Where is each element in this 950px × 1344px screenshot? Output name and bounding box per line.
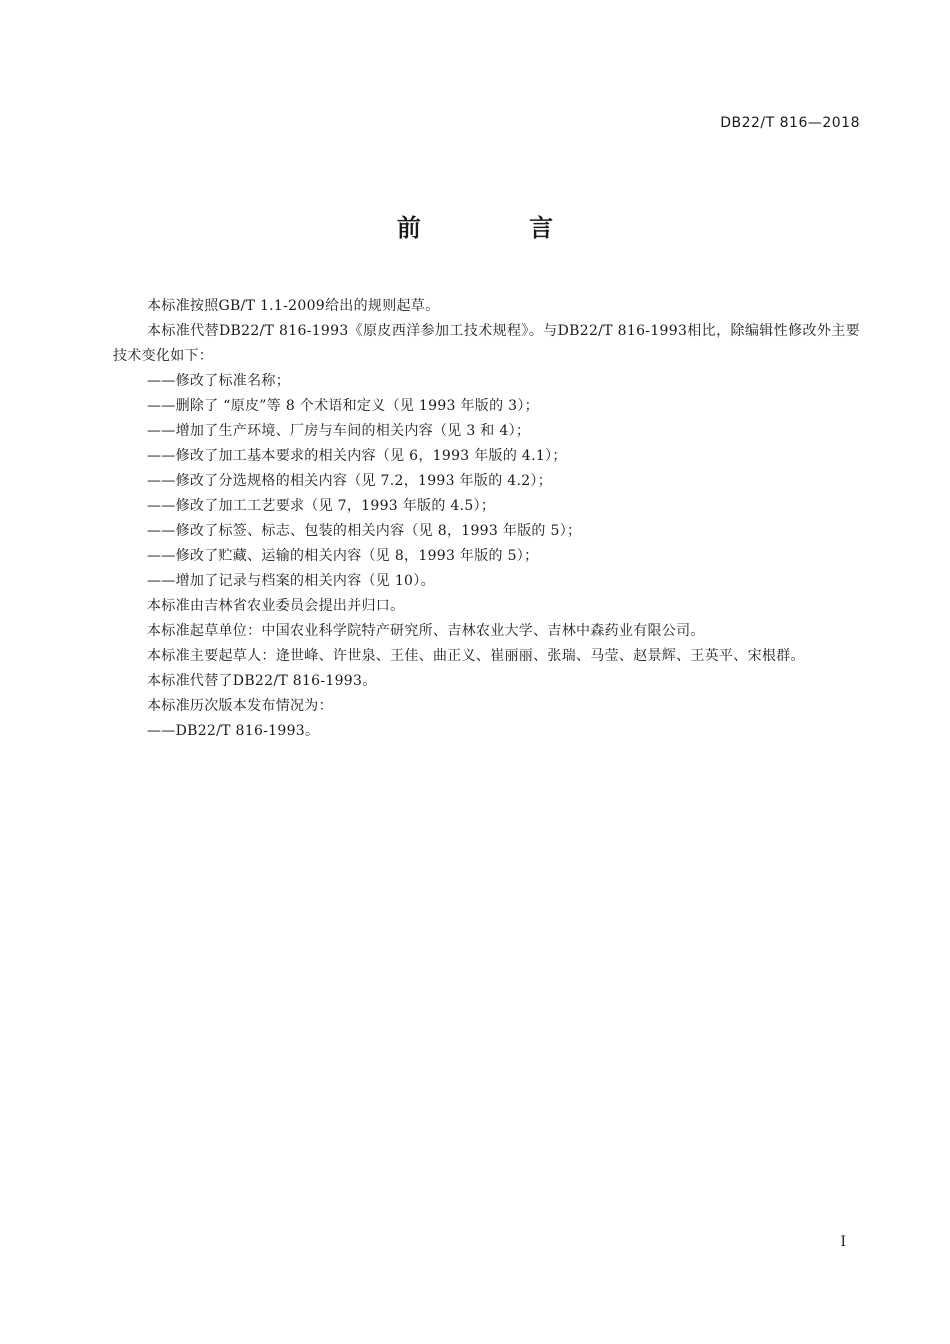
- list-item: ——修改了分选规格的相关内容（见 7.2，1993 年版的 4.2）；: [147, 473, 553, 489]
- paragraph: 本标准历次版本发布情况为：: [147, 698, 333, 714]
- list-item: ——删除了 “原皮”等 8 个术语和定义（见 1993 年版的 3）；: [147, 398, 539, 414]
- list-item: ——增加了生产环境、厂房与车间的相关内容（见 3 和 4）；: [147, 423, 531, 439]
- list-item: ——修改了标准名称；: [147, 373, 290, 389]
- document-code: DB22/T 816—2018: [720, 115, 860, 131]
- paragraph: 本标准由吉林省农业委员会提出并归口。: [147, 598, 405, 614]
- list-item: ——修改了标签、标志、包装的相关内容（见 8，1993 年版的 5）；: [147, 523, 582, 539]
- list-item: ——DB22/T 816-1993。: [147, 723, 320, 739]
- list-item: ——修改了加工基本要求的相关内容（见 6，1993 年版的 4.1）；: [147, 448, 567, 464]
- list-item: ——修改了贮藏、运输的相关内容（见 8，1993 年版的 5）；: [147, 548, 539, 564]
- list-item: ——增加了记录与档案的相关内容（见 10）。: [147, 573, 435, 589]
- page-number: I: [840, 1234, 846, 1250]
- paragraph: 本标准代替DB22/T 816-1993《原皮西洋参加工技术规程》。与DB22/T 816-1993相比，除编辑性修改外主要技术变化如下：: [113, 323, 860, 364]
- paragraph: 本标准代替了DB22/T 816-1993。: [147, 673, 377, 689]
- document-body: [113, 294, 860, 744]
- list-item: ——修改了加工工艺要求（见 7，1993 年版的 4.5）；: [147, 498, 496, 514]
- paragraph: 本标准主要起草人：逄世峰、许世泉、王佳、曲正义、崔丽丽、张瑞、马莹、赵景辉、王英平、宋根群。: [147, 648, 805, 664]
- page-title: 前 言: [396, 214, 604, 242]
- paragraph: 本标准按照GB/T 1.1-2009给出的规则起草。: [147, 298, 440, 314]
- paragraph: 本标准起草单位：中国农业科学院特产研究所、吉林农业大学、吉林中森药业有限公司。: [147, 623, 705, 639]
